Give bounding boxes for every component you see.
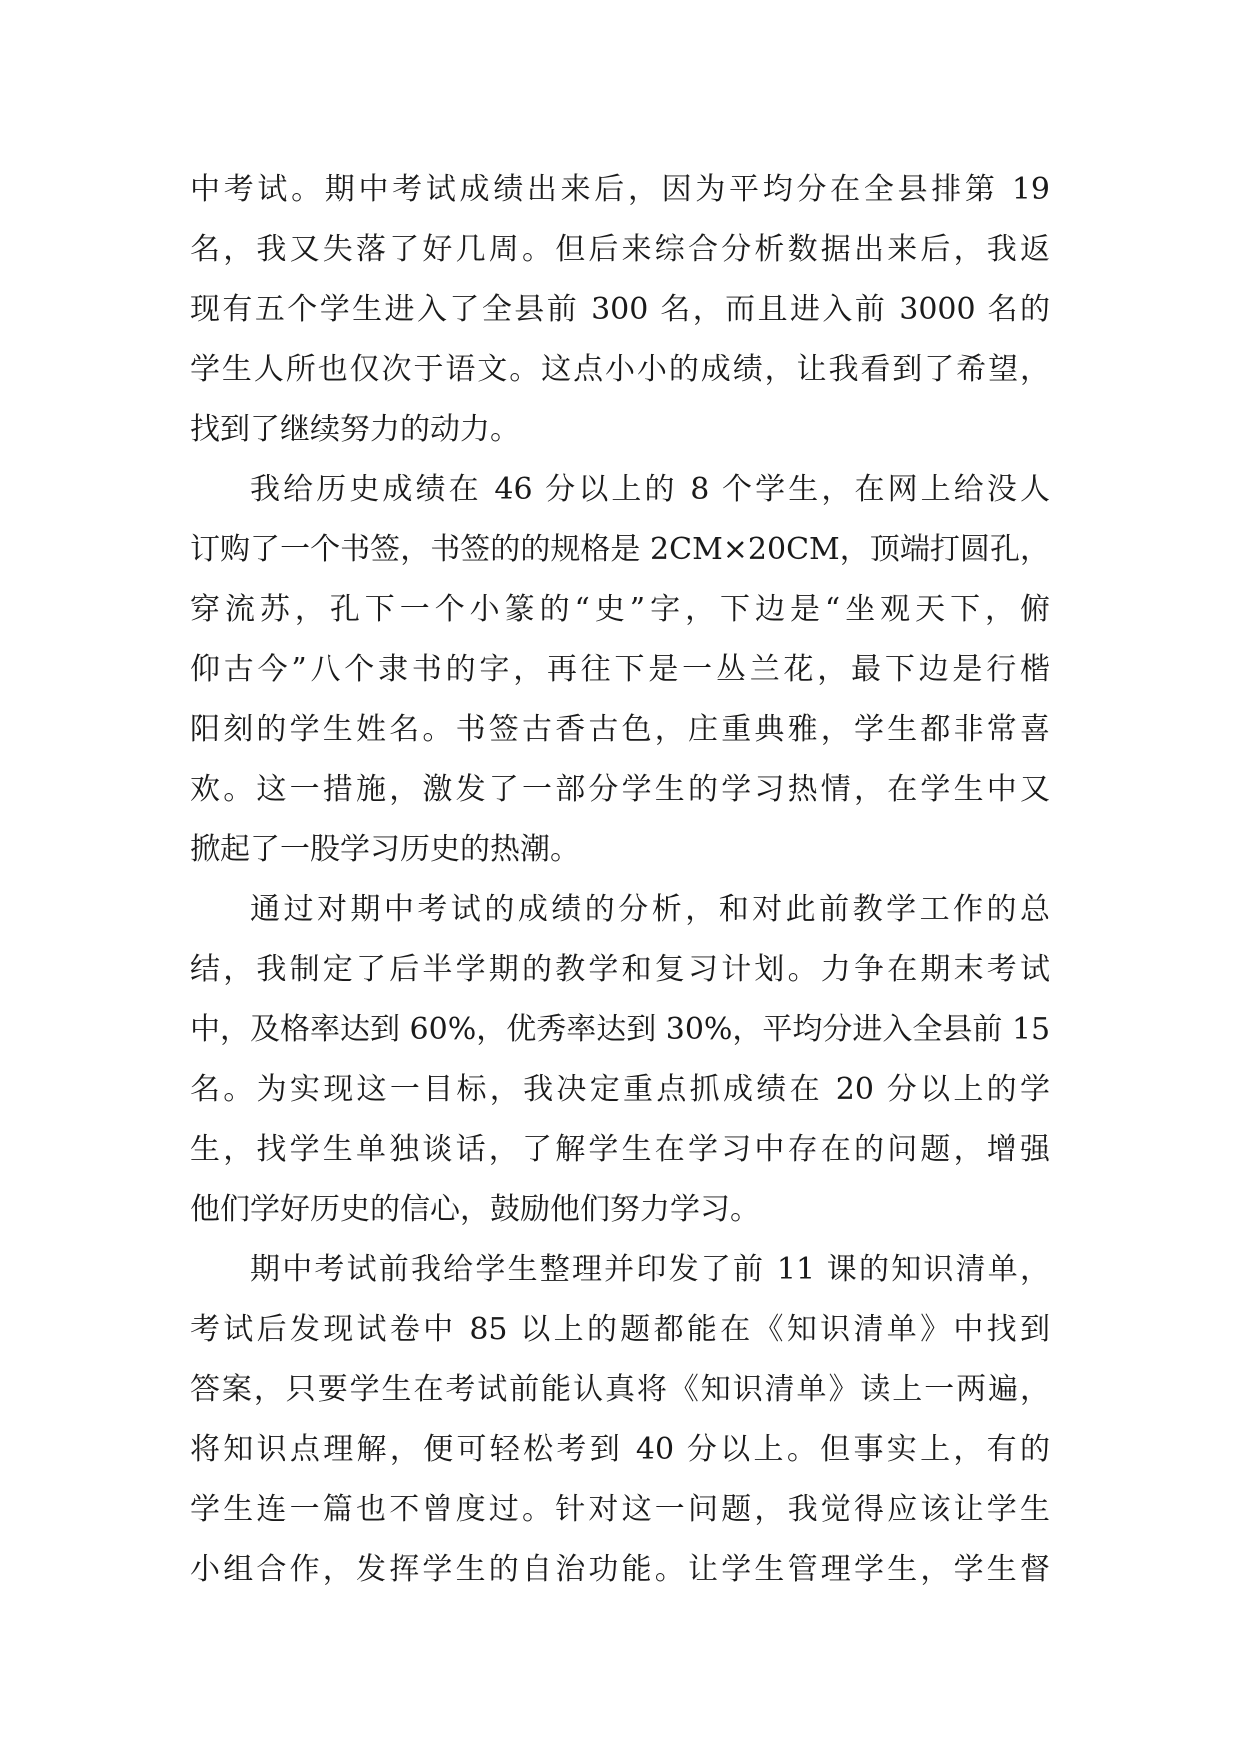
paragraph-4-line-6: 小组合作，发挥学生的自治功能。让学生管理学生，学生督 <box>190 1552 1050 1587</box>
paragraph-3-line-1: 通过对期中考试的成绩的分析，和对此前教学工作的总 <box>250 892 1050 927</box>
paragraph-1-line-2: 名，我又失落了好几周。但后来综合分析数据出来后，我返 <box>190 232 1050 267</box>
paragraph-4-line-1: 期中考试前我给学生整理并印发了前 11 课的知识清单， <box>250 1252 1050 1287</box>
paragraph-2-line-3: 穿流苏，孔下一个小篆的“史”字，下边是“坐观天下，俯 <box>190 592 1050 627</box>
paragraph-4-line-2: 考试后发现试卷中 85 以上的题都能在《知识清单》中找到 <box>190 1312 1050 1347</box>
paragraph-2-line-7: 掀起了一股学习历史的热潮。 <box>190 832 580 867</box>
paragraph-2-line-6: 欢。这一措施，激发了一部分学生的学习热情，在学生中又 <box>190 772 1050 807</box>
paragraph-2-line-4: 仰古今”八个隶书的字，再往下是一丛兰花，最下边是行楷 <box>190 652 1050 687</box>
paragraph-3-line-4: 名。为实现这一目标，我决定重点抓成绩在 20 分以上的学 <box>190 1072 1050 1107</box>
paragraph-4-line-4: 将知识点理解，便可轻松考到 40 分以上。但事实上，有的 <box>190 1432 1050 1467</box>
document-body <box>190 160 1050 1600</box>
paragraph-4-line-5: 学生连一篇也不曾度过。针对这一问题，我觉得应该让学生 <box>190 1492 1050 1527</box>
paragraph-4-line-3: 答案，只要学生在考试前能认真将《知识清单》读上一两遍， <box>190 1372 1050 1407</box>
paragraph-2-line-5: 阳刻的学生姓名。书签古香古色，庄重典雅，学生都非常喜 <box>190 712 1050 747</box>
paragraph-1-line-1: 中考试。期中考试成绩出来后，因为平均分在全县排第 19 <box>190 172 1050 207</box>
paragraph-1-line-5: 找到了继续努力的动力。 <box>190 412 520 447</box>
paragraph-2-line-1: 我给历史成绩在 46 分以上的 8 个学生，在网上给没人 <box>250 472 1050 507</box>
paragraph-3-line-5: 生，找学生单独谈话，了解学生在学习中存在的问题，增强 <box>190 1132 1050 1167</box>
paragraph-3-line-3: 中，及格率达到 60%，优秀率达到 30%，平均分进入全县前 15 <box>190 1012 1050 1047</box>
paragraph-3-line-6: 他们学好历史的信心，鼓励他们努力学习。 <box>190 1192 760 1227</box>
paragraph-2-line-2: 订购了一个书签，书签的的规格是 2CM×20CM，顶端打圆孔， <box>190 532 1050 567</box>
paragraph-1-line-4: 学生人所也仅次于语文。这点小小的成绩，让我看到了希望， <box>190 352 1050 387</box>
paragraph-1-line-3: 现有五个学生进入了全县前 300 名，而且进入前 3000 名的 <box>190 292 1050 327</box>
paragraph-3-line-2: 结，我制定了后半学期的教学和复习计划。力争在期末考试 <box>190 952 1050 987</box>
